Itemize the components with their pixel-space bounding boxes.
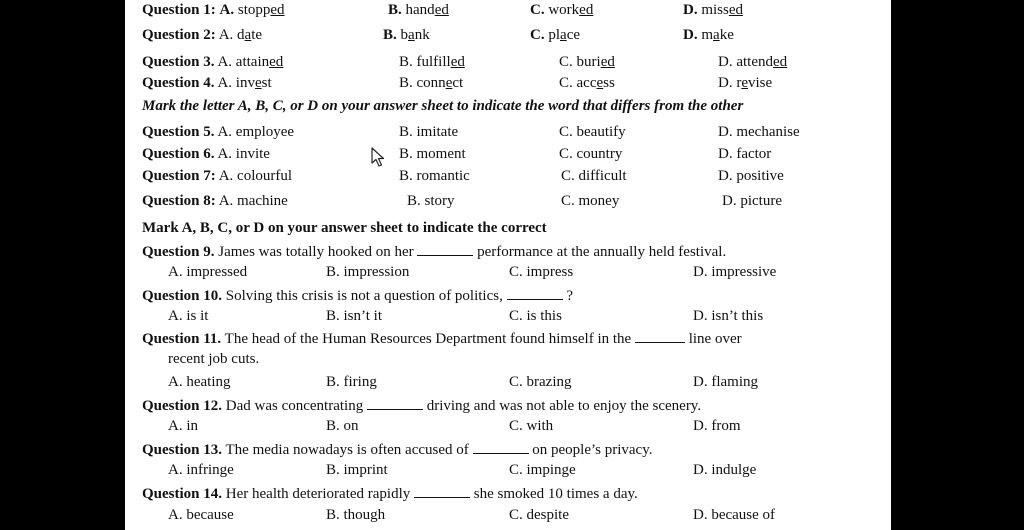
question-text: Question 14. Her health deteriorated rapidly she smoked 10 times a day. xyxy=(142,486,638,502)
option-b: B. connect xyxy=(399,75,464,91)
option-c: C. beautify xyxy=(559,124,626,140)
option-a: A. in xyxy=(168,418,198,434)
option-b: B. imprint xyxy=(326,462,388,478)
option-a: A. heating xyxy=(168,374,231,390)
option-b: B. bank xyxy=(383,27,430,43)
question-label: Question 7: A. colourful xyxy=(142,168,293,184)
option-b: B. romantic xyxy=(399,168,470,184)
option-c: C. place xyxy=(530,27,581,43)
option-d: D. indulge xyxy=(693,462,757,478)
option-d: D. revise xyxy=(718,75,773,91)
answer-blank xyxy=(635,329,685,343)
option-d: D. positive xyxy=(718,168,784,184)
question-text: Question 13. The media nowadays is often accused of on people’s privacy. xyxy=(142,442,653,458)
option-b: B. isn’t it xyxy=(326,308,382,324)
option-b: B. moment xyxy=(399,146,466,162)
question-label: Question 1: A. stopped xyxy=(142,2,285,18)
question-label: Question 4. A. invest xyxy=(142,75,272,91)
option-b: B. handed xyxy=(388,2,449,18)
answer-blank xyxy=(473,440,529,454)
option-a: A. because xyxy=(168,507,234,523)
option-b: B. though xyxy=(326,507,386,523)
question-label: Question 8: A. machine xyxy=(142,193,288,209)
option-d: D. missed xyxy=(683,2,744,18)
question-label: Question 6. A. invite xyxy=(142,146,270,162)
option-a: A. is it xyxy=(168,308,209,324)
option-d: D. picture xyxy=(722,193,782,209)
option-c: C. country xyxy=(559,146,623,162)
option-d: D. factor xyxy=(718,146,772,162)
option-b: B. story xyxy=(407,193,455,209)
option-b: B. firing xyxy=(326,374,377,390)
question-label: Question 5. A. employee xyxy=(142,124,295,140)
option-c: C. money xyxy=(561,193,620,209)
instruction-correct: Mark A, B, C, or D on your answer sheet to indicate the correct xyxy=(142,220,547,236)
instruction-stress: Mark the letter A, B, C, or D on your answer sheet to indicate the word that differs from the other xyxy=(142,98,744,114)
option-d: D. make xyxy=(683,27,734,43)
option-d: D. flaming xyxy=(693,374,758,390)
option-c: C. worked xyxy=(530,2,594,18)
option-d: D. because of xyxy=(693,507,776,523)
question-text: Question 9. James was totally hooked on her performance at the annually held festival. xyxy=(142,244,727,260)
option-c: C. despite xyxy=(509,507,569,523)
option-c: C. buried xyxy=(559,54,615,70)
question-text: Question 11. The head of the Human Resources Department found himself in the line over xyxy=(142,331,742,347)
option-c: C. impinge xyxy=(509,462,576,478)
answer-blank xyxy=(367,396,423,410)
question-label: Question 2: A. date xyxy=(142,27,263,43)
question-text: Question 12. Dad was concentrating driving and was not able to enjoy the scenery. xyxy=(142,398,702,414)
option-c: C. impress xyxy=(509,264,574,280)
mouse-cursor-icon xyxy=(371,147,385,167)
option-a: A. impressed xyxy=(168,264,248,280)
answer-blank xyxy=(417,242,473,256)
option-b: B. imitate xyxy=(399,124,459,140)
question-label: Question 3. A. attained xyxy=(142,54,284,70)
option-a: A. infringe xyxy=(168,462,234,478)
question-text-continued: recent job cuts. xyxy=(168,351,260,367)
option-b: B. on xyxy=(326,418,359,434)
option-d: D. isn’t this xyxy=(693,308,764,324)
option-c: C. with xyxy=(509,418,554,434)
option-c: C. is this xyxy=(509,308,562,324)
option-c: C. difficult xyxy=(561,168,627,184)
option-d: D. attended xyxy=(718,54,788,70)
option-d: D. mechanise xyxy=(718,124,800,140)
answer-blank xyxy=(507,286,563,300)
option-d: D. from xyxy=(693,418,741,434)
option-c: C. brazing xyxy=(509,374,572,390)
question-text: Question 10. Solving this crisis is not a question of politics, ? xyxy=(142,288,574,304)
worksheet-page xyxy=(125,0,891,530)
option-c: C. access xyxy=(559,75,615,91)
option-b: B. impression xyxy=(326,264,410,280)
answer-blank xyxy=(414,484,470,498)
option-b: B. fulfilled xyxy=(399,54,465,70)
option-d: D. impressive xyxy=(693,264,777,280)
